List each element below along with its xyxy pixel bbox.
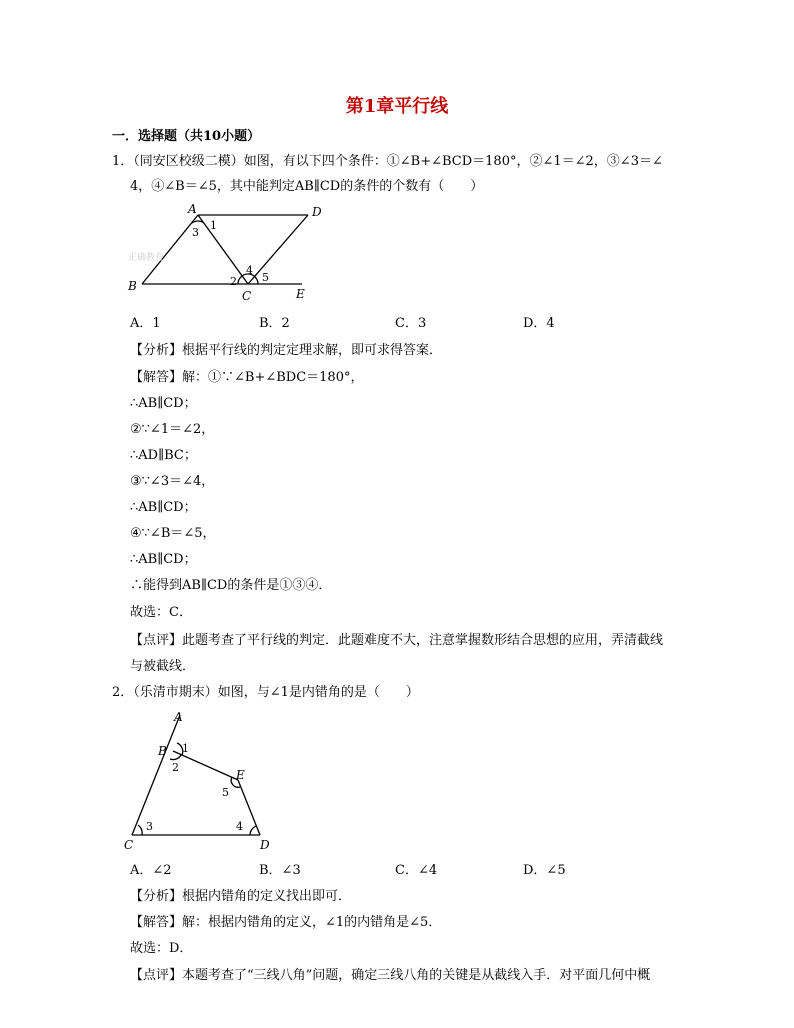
q2-angle-2: 2 (172, 761, 179, 774)
q2-angle-arc-2 (170, 755, 181, 760)
q1-segment-ab (142, 215, 198, 284)
q2-angle-4: 4 (236, 820, 243, 833)
q2-option-b: B．∠3 (259, 863, 301, 878)
q1-analysis: 【分析】根据平行线的判定定理求解，即可求得答案． (130, 343, 443, 358)
q1-solution-line: ∴AB∥CD； (130, 396, 197, 411)
q1-segment-ac (198, 215, 248, 284)
q2-option-d: D．∠5 (523, 863, 566, 878)
q1-solution-line: ∴能得到AB∥CD的条件是①③④． (130, 578, 332, 593)
q2-figure (120, 705, 280, 853)
q2-label-a: A (174, 710, 183, 724)
q2-label-e: E (236, 768, 245, 782)
q1-angle-3: 3 (192, 226, 199, 239)
q1-option-a: A．1 (130, 316, 161, 331)
q1-angle-arc-a (192, 221, 204, 223)
q1-angle-5: 5 (262, 271, 269, 284)
q2-angle-arc-3 (138, 825, 142, 835)
q1-comment-line1: 【点评】此题考查了平行线的判定．此题难度不大，注意掌握数形结合思想的应用，弄清截线 (130, 633, 664, 648)
q2-option-c: C．∠4 (395, 863, 438, 878)
q1-option-d: D．4 (523, 316, 555, 331)
q1-choice: 故选：C． (130, 605, 192, 620)
q1-solution-line: ∴AB∥CD； (130, 500, 197, 515)
q2-label-c: C (124, 838, 134, 852)
q1-label-c: C (242, 289, 252, 303)
q2-solution: 【解答】解：根据内错角的定义，∠1的内错角是∠5． (130, 915, 442, 930)
q1-option-c: C．3 (395, 316, 427, 331)
q1-angle-4: 4 (246, 264, 253, 277)
q2-line-ac (132, 715, 180, 835)
q2-analysis: 【分析】根据内错角的定义找出即可． (130, 889, 352, 904)
q1-angle-2: 2 (230, 275, 237, 288)
q1-option-b: B．2 (259, 316, 290, 331)
q1-solution-line: ∴AD∥BC； (130, 448, 197, 463)
q2-comment: 【点评】本题考查了“三线八角”问题，确定三线八角的关键是从截线入手．对平面几何中概 (130, 968, 651, 983)
section-heading: 一．选择题（共10小题） (112, 129, 261, 144)
q1-solution-line: ④∵∠B＝∠5， (130, 526, 216, 541)
q1-solution-line: 【解答】解：①∵∠B+∠BDC＝180°， (130, 370, 364, 385)
q1-label-d: D (312, 205, 322, 219)
q2-angle-3: 3 (146, 820, 153, 833)
q1-stem-line1: 1．（同安区校级二模）如图，有以下四个条件：①∠B+∠BCD＝180°，②∠1＝∠2，③∠3＝∠ (112, 154, 663, 169)
q2-angle-arc-4 (250, 826, 256, 835)
q2-angle-1: 1 (182, 742, 189, 755)
q1-solution-line: ②∵∠1＝∠2， (130, 422, 215, 437)
q1-solution-line: ③∵∠3＝∠4， (130, 474, 215, 489)
q1-stem-line2: 4，④∠B＝∠5，其中能判定AB∥CD的条件的个数有（ ） (130, 179, 484, 194)
q1-comment-line2: 与被截线． (130, 659, 196, 674)
q2-segment-be (173, 751, 238, 780)
q1-solution-line: ∴AB∥CD； (130, 552, 197, 567)
q1-watermark: 正确教育 (128, 253, 165, 263)
q2-label-b: B (158, 744, 167, 758)
q1-label-e: E (296, 287, 305, 301)
q2-option-a: A．∠2 (130, 863, 172, 878)
q2-label-d: D (260, 838, 270, 852)
q1-figure (120, 200, 320, 306)
q1-segment-cd (248, 215, 308, 284)
q1-label-a: A (188, 202, 197, 216)
q1-angle-1: 1 (210, 219, 217, 232)
page-title: 第1章平行线 (345, 96, 449, 117)
q2-choice: 故选：D． (130, 941, 193, 956)
q1-label-b: B (128, 279, 137, 293)
q2-stem: 2．（乐清市期末）如图，与∠1是内错角的是（ ） (112, 685, 419, 700)
q2-angle-5: 5 (222, 786, 229, 799)
